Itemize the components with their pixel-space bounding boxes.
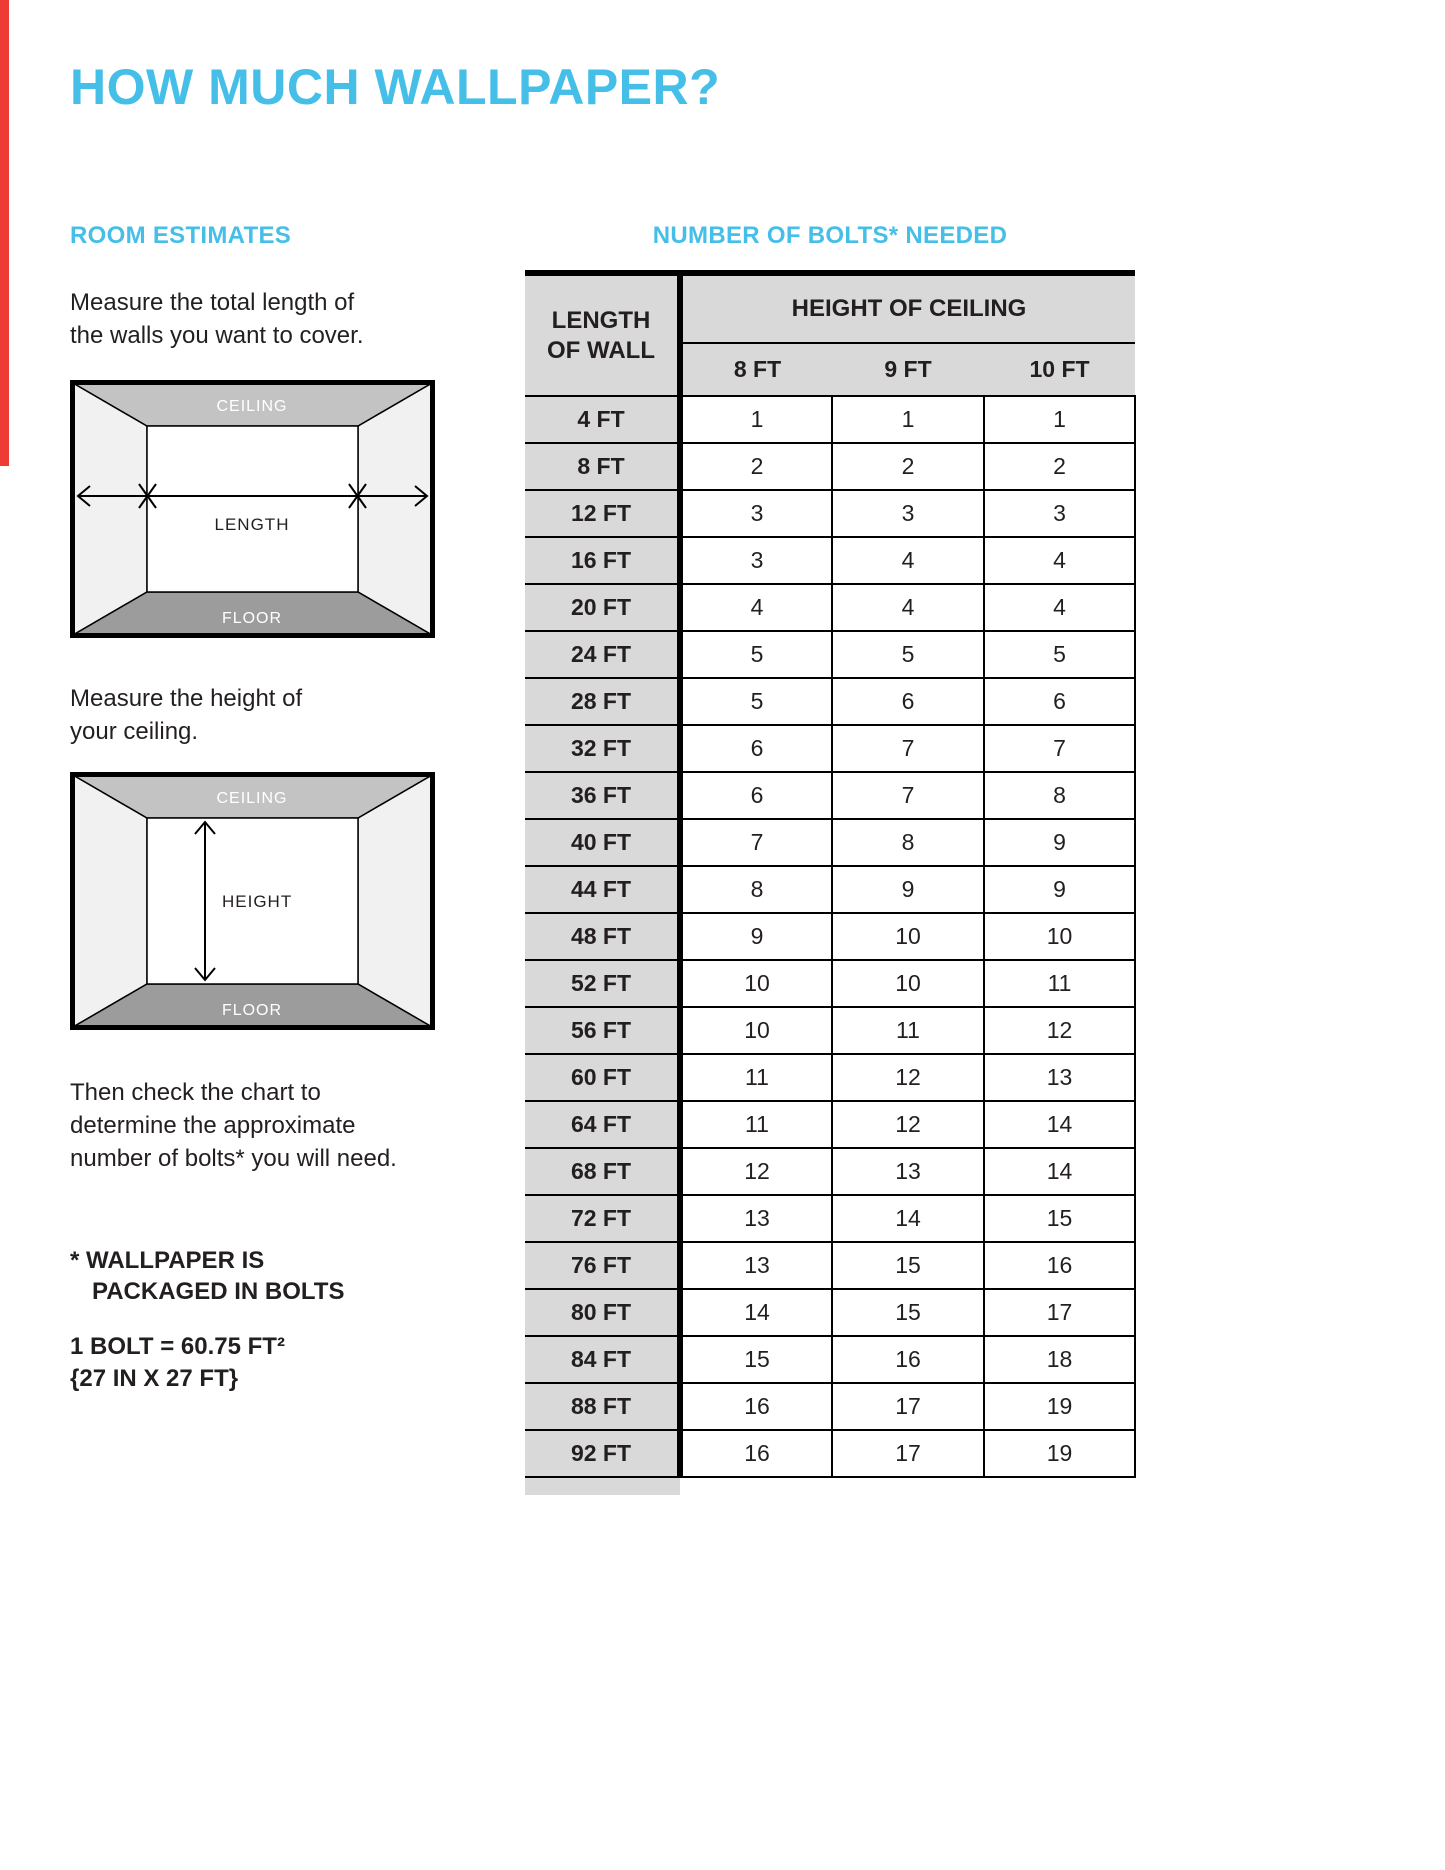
bolt-count-cell: 12 [680,1148,832,1195]
instruction-measure-height [70,682,480,748]
bolt-count-cell: 10 [680,960,832,1007]
bolt-count-cell: 9 [984,866,1135,913]
bolt-count-cell: 8 [680,866,832,913]
bolt-count-cell: 15 [984,1195,1135,1242]
bolt-count-cell: 8 [832,819,984,866]
bolts-table-body [525,396,1135,1477]
wall-length-cell: 4 FT [525,396,680,443]
table-row [525,1336,1135,1383]
bolt-count-cell: 8 [984,772,1135,819]
red-accent-bar [0,0,9,466]
bolt-count-cell: 13 [680,1242,832,1289]
back-wall-panel [147,426,358,592]
table-row [525,584,1135,631]
table-row [525,1148,1135,1195]
bolt-count-cell: 6 [680,772,832,819]
bolt-count-cell: 16 [832,1336,984,1383]
bolts-needed-heading: NUMBER OF BOLTS* NEEDED [652,222,1008,249]
bolt-count-cell: 3 [984,490,1135,537]
room-length-diagram [70,380,435,638]
bolt-count-cell: 13 [680,1195,832,1242]
bolt-count-cell: 1 [680,396,832,443]
table-row [525,631,1135,678]
bolt-count-cell: 19 [984,1383,1135,1430]
bolt-count-cell: 14 [832,1195,984,1242]
bolt-equivalence [70,1331,480,1395]
wall-length-cell: 48 FT [525,913,680,960]
right-wall-panel [358,775,432,1027]
bolt-count-cell: 5 [984,631,1135,678]
wall-length-cell: 88 FT [525,1383,680,1430]
bolt-count-cell: 11 [680,1054,832,1101]
bolt-count-cell: 11 [984,960,1135,1007]
wall-length-cell: 24 FT [525,631,680,678]
instruction-line: the walls you want to cover. [70,322,364,349]
table-row [525,1430,1135,1477]
wall-length-cell: 20 FT [525,584,680,631]
bolt-count-cell: 17 [984,1289,1135,1336]
bolts-table [525,270,1136,1478]
bolt-count-cell: 16 [680,1430,832,1477]
bolt-count-cell: 2 [680,443,832,490]
table-row [525,1195,1135,1242]
wall-length-cell: 36 FT [525,772,680,819]
ceiling-label: CEILING [216,790,288,807]
bolt-count-cell: 14 [984,1101,1135,1148]
wall-length-cell: 92 FT [525,1430,680,1477]
bolt-count-cell: 5 [680,631,832,678]
wall-length-cell: 60 FT [525,1054,680,1101]
bolt-count-cell: 19 [984,1430,1135,1477]
table-row [525,725,1135,772]
wall-length-cell: 56 FT [525,1007,680,1054]
left-wall-panel [73,775,147,1027]
right-wall-panel [358,383,432,635]
left-wall-panel [73,383,147,635]
height-of-ceiling-header: HEIGHT OF CEILING [680,273,1135,343]
table-row [525,396,1135,443]
table-row [525,960,1135,1007]
wall-length-cell: 76 FT [525,1242,680,1289]
bolt-count-cell: 12 [984,1007,1135,1054]
instruction-line: Measure the height of [70,685,303,712]
bolt-count-cell: 15 [680,1336,832,1383]
bolt-count-cell: 17 [832,1430,984,1477]
bolt-count-cell: 18 [984,1336,1135,1383]
table-row [525,1289,1135,1336]
bolt-count-cell: 14 [680,1289,832,1336]
bolt-count-cell: 7 [680,819,832,866]
bolt-count-cell: 14 [984,1148,1135,1195]
table-row [525,866,1135,913]
bolt-count-cell: 10 [984,913,1135,960]
bolt-count-cell: 4 [984,584,1135,631]
footnote-line: * WALLPAPER IS [70,1247,265,1274]
footnote-line: PACKAGED IN BOLTS [92,1278,345,1305]
bolt-count-cell: 16 [680,1383,832,1430]
wall-length-cell: 28 FT [525,678,680,725]
bolt-count-cell: 13 [832,1148,984,1195]
instruction-line: number of bolts* you will need. [70,1145,397,1172]
bolt-count-cell: 12 [832,1101,984,1148]
bolt-count-cell: 6 [832,678,984,725]
bolt-count-cell: 11 [680,1101,832,1148]
length-of-wall-header [525,273,680,396]
wall-length-cell: 80 FT [525,1289,680,1336]
bolt-area-equation: 1 BOLT = 60.75 FT² [70,1333,285,1360]
instruction-line: your ceiling. [70,718,199,745]
instruction-line: determine the approximate [70,1112,356,1139]
bolt-count-cell: 6 [680,725,832,772]
floor-label: FLOOR [221,610,283,627]
bolt-count-cell: 17 [832,1383,984,1430]
bolt-count-cell: 2 [832,443,984,490]
bolt-dimensions: {27 IN X 27 FT} [70,1365,239,1392]
table-row [525,1383,1135,1430]
bolt-count-cell: 10 [832,913,984,960]
table-header-row [525,273,1135,343]
bolt-count-cell: 4 [832,584,984,631]
bolt-count-cell: 4 [984,537,1135,584]
header-line: OF WALL [547,336,655,364]
col-header-9ft: 9 FT [832,343,984,396]
ceiling-label: CEILING [216,398,288,415]
room-estimates-heading: ROOM ESTIMATES [70,222,292,249]
room-height-diagram [70,772,435,1030]
bolts-needed-section [525,222,1135,1495]
instruction-check-chart [70,1076,480,1175]
instruction-line: Measure the total length of [70,289,355,316]
bolt-count-cell: 2 [984,443,1135,490]
table-row [525,1101,1135,1148]
wall-length-cell: 64 FT [525,1101,680,1148]
instruction-line: Then check the chart to [70,1079,321,1106]
room-estimates-section [70,222,480,1395]
bolt-count-cell: 9 [832,866,984,913]
table-row [525,678,1135,725]
table-row [525,772,1135,819]
wall-length-cell: 16 FT [525,537,680,584]
table-row [525,819,1135,866]
table-row [525,1054,1135,1101]
col-header-8ft: 8 FT [680,343,832,396]
wall-length-cell: 72 FT [525,1195,680,1242]
bolt-count-cell: 1 [984,396,1135,443]
wall-length-cell: 12 FT [525,490,680,537]
bolt-count-cell: 3 [680,490,832,537]
wall-length-cell: 8 FT [525,443,680,490]
length-label: LENGTH [214,515,290,534]
header-line: LENGTH [551,306,651,334]
wall-length-cell: 68 FT [525,1148,680,1195]
bolt-count-cell: 9 [680,913,832,960]
bolt-count-cell: 3 [832,490,984,537]
instruction-measure-length [70,286,480,352]
page-title: HOW MUCH WALLPAPER? [70,59,721,115]
bolt-count-cell: 7 [832,772,984,819]
bolt-count-cell: 1 [832,396,984,443]
table-row [525,913,1135,960]
bolt-count-cell: 5 [680,678,832,725]
wall-length-cell: 52 FT [525,960,680,1007]
table-row [525,1242,1135,1289]
bolt-count-cell: 3 [680,537,832,584]
bolt-count-cell: 7 [984,725,1135,772]
wall-length-cell: 40 FT [525,819,680,866]
bolt-count-cell: 4 [832,537,984,584]
bolt-count-cell: 16 [984,1242,1135,1289]
bolt-count-cell: 10 [680,1007,832,1054]
bolts-footnote [70,1245,480,1307]
bolt-count-cell: 11 [832,1007,984,1054]
bolt-count-cell: 7 [832,725,984,772]
wall-length-cell: 84 FT [525,1336,680,1383]
bolt-count-cell: 5 [832,631,984,678]
bolt-count-cell: 15 [832,1289,984,1336]
height-label: HEIGHT [222,892,293,911]
table-row [525,443,1135,490]
bolt-count-cell: 13 [984,1054,1135,1101]
bolt-count-cell: 4 [680,584,832,631]
bolt-count-cell: 6 [984,678,1135,725]
floor-label: FLOOR [221,1002,283,1019]
bolt-count-cell: 12 [832,1054,984,1101]
wall-length-cell: 32 FT [525,725,680,772]
bolt-count-cell: 15 [832,1242,984,1289]
table-footer-stub [525,1478,680,1495]
wall-length-cell: 44 FT [525,866,680,913]
bolt-count-cell: 10 [832,960,984,1007]
col-header-10ft: 10 FT [984,343,1135,396]
table-row [525,1007,1135,1054]
table-row [525,490,1135,537]
bolt-count-cell: 9 [984,819,1135,866]
table-row [525,537,1135,584]
